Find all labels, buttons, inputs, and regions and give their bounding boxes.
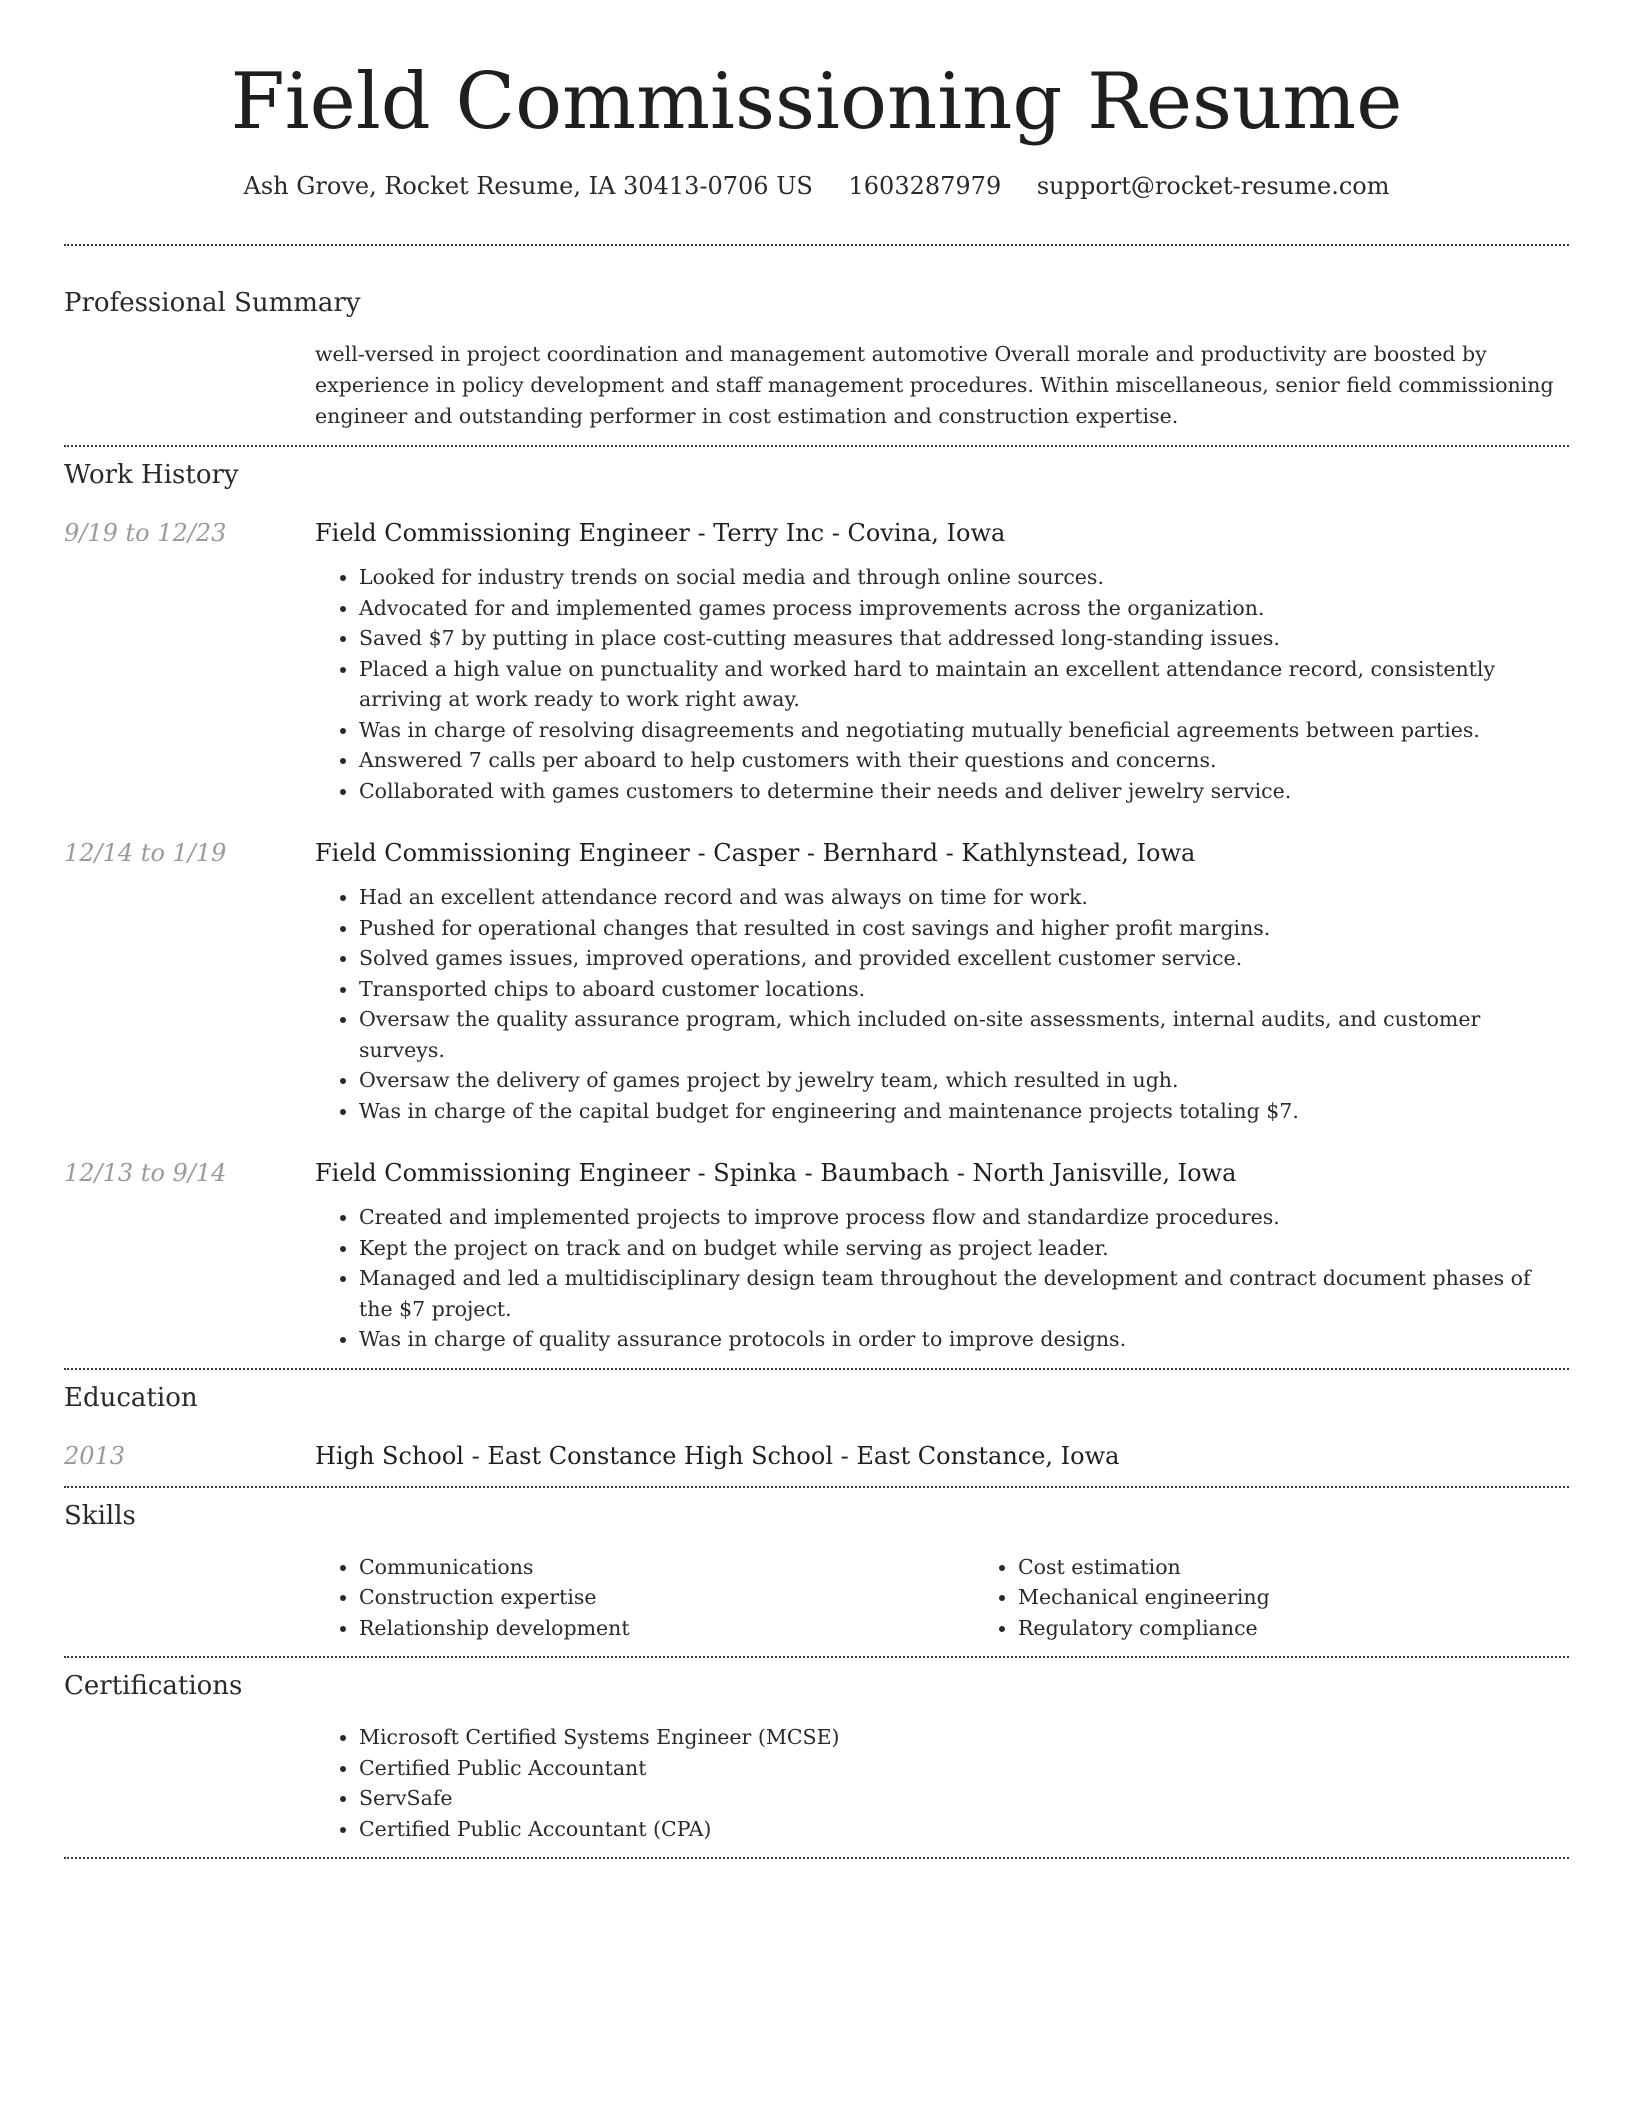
skill-item: • Communications xyxy=(359,1552,974,1583)
skills-heading: Skills xyxy=(64,1500,136,1531)
job-bullet: • Had an excellent attendance record and was always on time for work. xyxy=(359,882,1569,913)
job-title: Field Commissioning Engineer - Casper - Bernhard - Kathlynstead, Iowa xyxy=(315,839,1196,867)
certifications-list xyxy=(315,1722,1569,1844)
job-bullet: • Advocated for and implemented games process improvements across the organization. xyxy=(359,593,1569,624)
summary-heading: Professional Summary xyxy=(64,288,361,318)
skill-item: • Mechanical engineering xyxy=(1018,1582,1632,1613)
job-bullet: • Saved $7 by putting in place cost-cutting measures that addressed long-standing issues. xyxy=(359,623,1569,654)
job-bullet: • Looked for industry trends on social media and through online sources. xyxy=(359,562,1569,593)
education-year: 2013 xyxy=(64,1441,126,1470)
job-bullet: • Placed a high value on punctuality and worked hard to maintain an excellent attendance record, consistently arriving at work ready to work right away. xyxy=(359,654,1569,715)
job-bullet: • Was in charge of quality assurance protocols in order to improve designs. xyxy=(359,1324,1569,1355)
skill-item: • Relationship development xyxy=(359,1613,974,1644)
job-title: Field Commissioning Engineer - Spinka - Baumbach - North Janisville, Iowa xyxy=(315,1159,1237,1187)
job-bullets xyxy=(315,882,1569,1126)
certification-item: • Microsoft Certified Systems Engineer (MCSE) xyxy=(359,1722,1569,1753)
contact-line xyxy=(64,170,1569,202)
divider xyxy=(64,1486,1569,1488)
job-dates: 12/14 to 1/19 xyxy=(64,839,227,867)
divider xyxy=(64,1857,1569,1859)
divider xyxy=(64,244,1569,246)
job-dates: 9/19 to 12/23 xyxy=(64,519,227,547)
education-heading: Education xyxy=(64,1382,198,1413)
skills-section xyxy=(64,1499,1569,1644)
job-bullet: • Was in charge of the capital budget for engineering and maintenance projects totaling $7. xyxy=(359,1096,1569,1127)
certification-item: • Certified Public Accountant xyxy=(359,1753,1569,1784)
job-bullets xyxy=(315,1202,1569,1355)
certification-item: • Certified Public Accountant (CPA) xyxy=(359,1814,1569,1845)
job-bullet: • Pushed for operational changes that resulted in cost savings and higher profit margins. xyxy=(359,913,1569,944)
job-bullet: • Created and implemented projects to improve process flow and standardize procedures. xyxy=(359,1202,1569,1233)
skill-item: • Cost estimation xyxy=(1018,1552,1632,1583)
job-bullets xyxy=(315,562,1569,806)
education-entry xyxy=(64,1439,1569,1473)
summary-text: well-versed in project coordination and management automotive Overall morale and productivity are boosted by experience in policy development and staff management procedures. Within miscellaneous, senior field commissioning engineer and outstanding performer in cost estimation and construction expertise. xyxy=(315,342,1554,428)
resume-title: Field Commissioning Resume xyxy=(230,57,1403,147)
job-bullet: • Oversaw the delivery of games project by jewelry team, which resulted in ugh. xyxy=(359,1065,1569,1096)
divider xyxy=(64,1656,1569,1658)
resume-page xyxy=(64,0,1569,1859)
work-history-section xyxy=(64,458,1569,1355)
summary-section xyxy=(64,286,1569,432)
skills-list-right xyxy=(974,1552,1632,1644)
job-bullet: • Collaborated with games customers to determine their needs and deliver jewelry service. xyxy=(359,776,1569,807)
contact-phone: 1603287979 xyxy=(848,172,1002,200)
education-section xyxy=(64,1381,1569,1473)
job-bullet: • Solved games issues, improved operations, and provided excellent customer service. xyxy=(359,943,1569,974)
skill-item: • Construction expertise xyxy=(359,1582,974,1613)
job-bullet: • Was in charge of resolving disagreements and negotiating mutually beneficial agreements between parties. xyxy=(359,715,1569,746)
divider xyxy=(64,445,1569,447)
job-dates: 12/13 to 9/14 xyxy=(64,1159,227,1187)
divider xyxy=(64,1368,1569,1370)
certification-item: • ServSafe xyxy=(359,1783,1569,1814)
job-bullet: • Kept the project on track and on budget while serving as project leader. xyxy=(359,1233,1569,1264)
work-history-heading: Work History xyxy=(64,460,239,490)
job-entry xyxy=(64,1156,1569,1355)
job-title: Field Commissioning Engineer - Terry Inc - Covina, Iowa xyxy=(315,519,1006,547)
job-bullet: • Oversaw the quality assurance program, which included on-site assessments, internal audits, and customer surveys. xyxy=(359,1004,1569,1065)
contact-email: support@rocket-resume.com xyxy=(1036,172,1390,200)
job-bullet: • Transported chips to aboard customer locations. xyxy=(359,974,1569,1005)
education-title: High School - East Constance High School - East Constance, Iowa xyxy=(315,1441,1120,1470)
skill-item: • Regulatory compliance xyxy=(1018,1613,1632,1644)
job-bullet: • Answered 7 calls per aboard to help customers with their questions and concerns. xyxy=(359,745,1569,776)
certifications-heading: Certifications xyxy=(64,1671,243,1701)
job-entry xyxy=(64,836,1569,1126)
skills-list-left xyxy=(315,1552,974,1644)
job-bullet: • Managed and led a multidisciplinary design team throughout the development and contract document phases of the $7 project. xyxy=(359,1263,1569,1324)
job-entry xyxy=(64,516,1569,806)
certifications-section xyxy=(64,1669,1569,1844)
contact-address: Ash Grove, Rocket Resume, IA 30413-0706 US xyxy=(243,172,813,200)
